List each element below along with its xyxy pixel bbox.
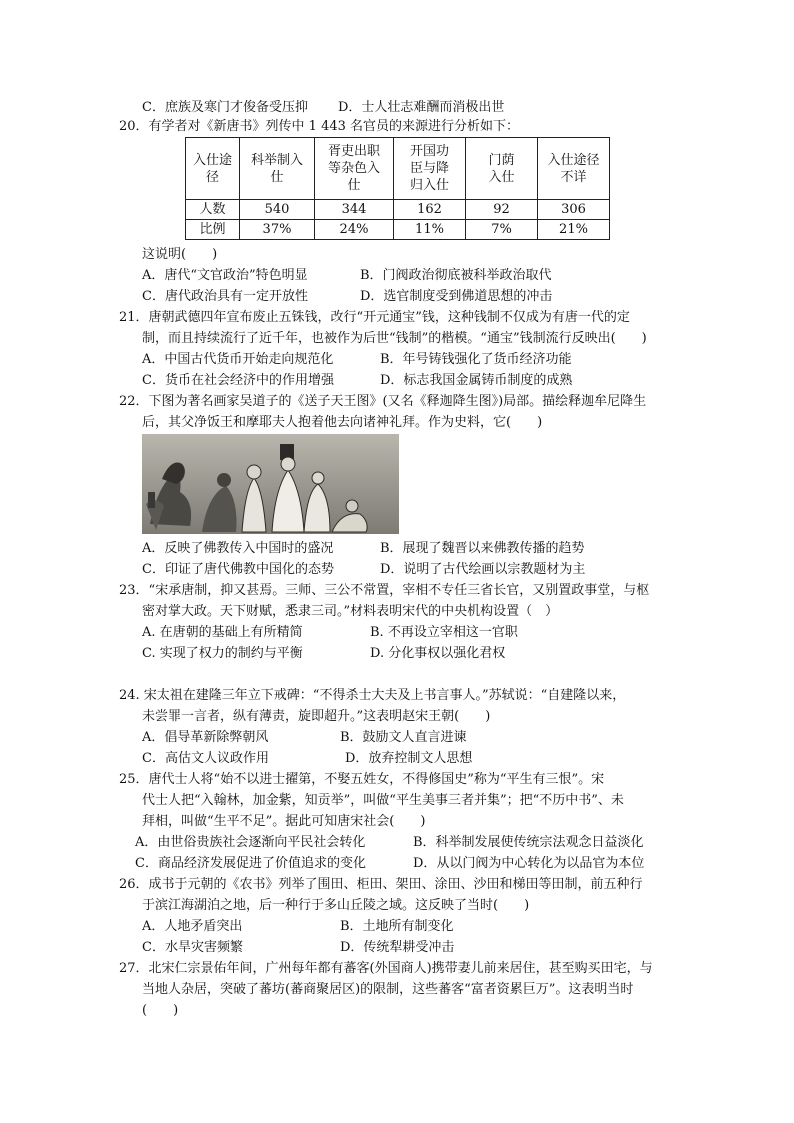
option-c: C．高估文人议政作用 — [142, 751, 269, 766]
table-header-cell: 科举制入仕 — [240, 138, 315, 200]
option-d: D．选官制度受到佛道思想的冲击 — [360, 289, 553, 304]
table-cell: 比例 — [186, 220, 240, 240]
table-cell: 7% — [466, 220, 538, 240]
q24-stem: 24. 宋太祖在建隆三年立下戒碑：“不得杀士大夫及上书言事人。”苏轼说：“自建隆以来， — [119, 688, 626, 703]
option-c: C．唐代政治具有一定开放性 — [142, 289, 308, 304]
q25-stem: 25．唐代士人将“始不以进士擢第，不娶五姓女，不得修国史”称为“平生有三恨”。宋 — [119, 772, 605, 787]
option-d: D．说明了古代绘画以宗教题材为主 — [380, 562, 586, 577]
option-a: A．倡导革新除弊朝风 — [142, 730, 269, 745]
q27-stem: 当地人杂居，突破了蕃坊(蕃商聚居区)的限制，这些蕃客“富者资累巨万”。这表明当时 — [142, 982, 634, 997]
option-a: A. 在唐朝的基础上有所精简 — [142, 625, 303, 640]
official-source-table — [185, 137, 610, 240]
q21-stem: 制，而且持续流行了近千年，也被作为后世“钱制”的楷模。“通宝”钱制流行反映出( ) — [142, 331, 647, 346]
option-b: B．展现了魏晋以来佛教传播的趋势 — [380, 541, 585, 556]
painting-figures-icon — [142, 434, 399, 534]
option-b: B．科举制发展使传统宗法观念日益淡化 — [413, 835, 644, 850]
table-cell: 92 — [466, 200, 538, 220]
option-c: C．商品经济发展促进了价值追求的变化 — [135, 856, 366, 871]
option-c: C．水旱灾害频繁 — [142, 940, 243, 955]
table-cell: 21% — [538, 220, 610, 240]
option-b: B．土地所有制变化 — [340, 919, 454, 934]
q20-lead: 这说明( ) — [142, 247, 218, 262]
table-row — [186, 200, 610, 220]
table-header-cell: 入仕途径不详 — [538, 138, 610, 200]
painting-image — [142, 434, 399, 534]
option-c: C．货币在社会经济中的作用增强 — [142, 373, 334, 388]
table-cell: 344 — [315, 200, 394, 220]
table-cell: 540 — [240, 200, 315, 220]
table-cell: 24% — [315, 220, 394, 240]
table-cell: 37% — [240, 220, 315, 240]
option-d: D. 分化事权以强化君权 — [370, 646, 506, 661]
option-a: A．唐代“文官政治”特色明显 — [142, 268, 308, 283]
table-cell: 11% — [394, 220, 466, 240]
q27-answer-blank: ( ) — [142, 1003, 179, 1018]
table-cell: 306 — [538, 200, 610, 220]
option-d: D．传统犁耕受冲击 — [340, 940, 455, 955]
q23-stem: 密对掌大政。天下财赋，悉隶三司。”材料表明宋代的中央机构设置（ ） — [142, 604, 559, 619]
option-a: A．由世俗贵族社会逐渐向平民社会转化 — [135, 835, 366, 850]
option-b: B．年号铸钱强化了货币经济功能 — [380, 352, 572, 367]
q25-stem: 拜相，叫做“生平不足”。据此可知唐宋社会( ) — [142, 814, 426, 829]
option-d: D．标志我国金属铸币制度的成熟 — [380, 373, 573, 388]
option-c: C．印证了唐代佛教中国化的态势 — [142, 562, 334, 577]
table-header-cell: 胥吏出职等杂色入仕 — [315, 138, 394, 200]
option-d: D．放弃控制文人思想 — [345, 751, 473, 766]
q20-stem: 20．有学者对《新唐书》列传中 1 443 名官员的来源进行分析如下： — [119, 119, 520, 134]
table-header-cell: 门荫入仕 — [466, 138, 538, 200]
option-c: C. 实现了权力的制约与平衡 — [142, 646, 303, 661]
q24-stem: 未尝罪一言者，纵有薄责，旋即超升。”这表明赵宋王朝( ) — [142, 709, 491, 724]
table-cell: 人数 — [186, 200, 240, 220]
option-a: A．人地矛盾突出 — [142, 919, 243, 934]
option-a: A．反映了佛教传入中国时的盛况 — [142, 541, 334, 556]
q25-stem: 代士人把“入翰林，加金紫，知贡举”，叫做“平生美事三者并集”；把“不历中书”、未 — [142, 793, 624, 808]
table-cell: 162 — [394, 200, 466, 220]
q27-stem: 27．北宋仁宗景佑年间，广州每年都有蕃客(外国商人)携带妻儿前来居住，甚至购买田宅，与 — [119, 961, 653, 976]
q26-stem: 26．成书于元朝的《农书》列举了围田、柜田、架田、涂田、沙田和梯田等田制，前五种行 — [119, 877, 643, 892]
option-b: B．鼓励文人直言进谏 — [340, 730, 467, 745]
option-a: A．中国古代货币开始走向规范化 — [142, 352, 334, 367]
option-b: B．门阀政治彻底被科举政治取代 — [360, 268, 552, 283]
q23-stem: 23．“宋承唐制，抑又甚焉。三师、三公不常置，宰相不专任三省长官，又别置政事堂，与枢 — [119, 583, 650, 598]
option-c: C．庶族及寒门才俊备受压抑 — [142, 100, 308, 115]
table-header-row — [186, 138, 610, 200]
option-b: B. 不再设立宰相这一官职 — [370, 625, 518, 640]
q21-stem: 21．唐朝武德四年宣布废止五铢钱，改行“开元通宝”钱，这种钱制不仅成为有唐一代的定 — [119, 310, 630, 325]
table-row — [186, 220, 610, 240]
q26-stem: 于滨江海湖泊之地，后一种行于多山丘陵之域。这反映了当时( ) — [142, 898, 530, 913]
q22-stem: 22．下图为著名画家吴道子的《送子天王图》(又名《释迦降生图》)局部。描绘释迦牟尼降生 — [119, 394, 647, 409]
option-d: D．士人壮志难酬而消极出世 — [338, 100, 505, 115]
table-header-cell: 开国功臣与降归入仕 — [394, 138, 466, 200]
q22-stem: 后，其父净饭王和摩耶夫人抱着他去向诸神礼拜。作为史料，它( ) — [142, 415, 543, 430]
table-header-cell: 入仕途径 — [186, 138, 240, 200]
option-d: D．从以门阀为中心转化为以品官为本位 — [413, 856, 645, 871]
